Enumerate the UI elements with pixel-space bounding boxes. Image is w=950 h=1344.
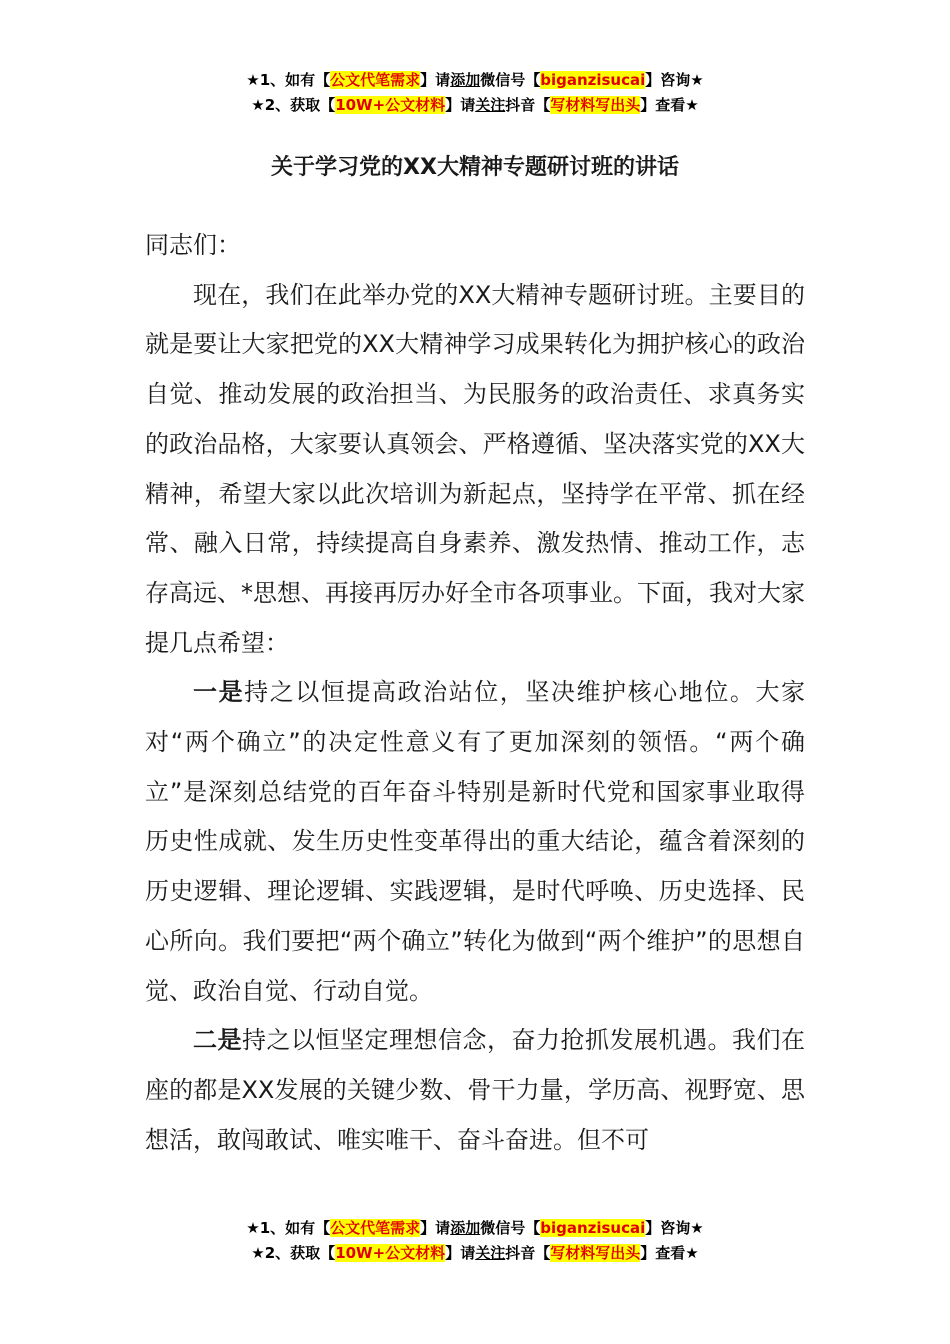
banner-text: 抖音【 [505, 96, 551, 114]
banner-highlight: biganzisucai [540, 71, 646, 89]
banner-underline: 添加 [450, 71, 481, 89]
banner-text: ★1、如有【 [246, 1219, 331, 1237]
banner-text: 微信号【 [480, 71, 541, 89]
banner-text: 】咨询★ [645, 71, 704, 89]
banner-text: 】请 [445, 96, 476, 114]
salutation: 同志们： [145, 231, 241, 259]
paragraph-2-text: 持之以恒提高政治站位，坚决维护核心地位。大家对“两个确立”的决定性意义有了更加深刻的领悟。“两个确立”是深刻总结党的百年奋斗特别是新时代党和国家事业取得历史性成就、发生历史性变革得出的重大结论，蕴含着深刻的历史逻辑、理论逻辑、实践逻辑，是时代呼唤、历史选择、民心所向。我们要把“两个确立”转化为做到“两个维护”的思想自觉、政治自觉、行动自觉。 [145, 678, 806, 1005]
footer-banner [0, 1216, 950, 1266]
paragraph-3-lead: 二是 [193, 1026, 242, 1055]
banner-line-2 [0, 93, 950, 118]
banner-text: 】查看★ [640, 96, 699, 114]
banner-text: 】查看★ [640, 1244, 699, 1262]
banner-underline: 添加 [450, 1219, 481, 1237]
banner-text: 抖音【 [505, 1244, 551, 1262]
paragraph-2-lead: 一是 [193, 678, 245, 707]
paragraph-3 [145, 1016, 805, 1165]
banner-highlight: 写材料写出头 [550, 1244, 641, 1262]
banner-text: 】请 [445, 1244, 476, 1262]
banner-line-2 [0, 1241, 950, 1266]
banner-text: 微信号【 [480, 1219, 541, 1237]
banner-line-1 [0, 1216, 950, 1241]
header-banner [0, 68, 950, 118]
banner-line-1 [0, 68, 950, 93]
banner-text: 】咨询★ [645, 1219, 704, 1237]
banner-highlight: biganzisucai [540, 1219, 646, 1237]
paragraph-2 [145, 668, 805, 1016]
banner-text: 】请 [420, 1219, 451, 1237]
banner-highlight: 写材料写出头 [550, 96, 641, 114]
banner-highlight: 10W+公文材料 [335, 96, 446, 114]
document-body [145, 221, 805, 1165]
banner-text: ★1、如有【 [246, 71, 331, 89]
banner-underline: 关注 [475, 1244, 506, 1262]
banner-highlight: 公文代笔需求 [330, 71, 421, 89]
paragraph-3-text: 持之以恒坚定理想信念，奋力抢抓发展机遇。我们在座的都是XX发展的关键少数、骨干力量，学历高、视野宽、思想活，敢闯敢试、唯实唯干、奋斗奋进。但不可 [145, 1026, 805, 1154]
banner-text: 】请 [420, 71, 451, 89]
banner-text: ★2、获取【 [251, 96, 336, 114]
banner-highlight: 公文代笔需求 [330, 1219, 421, 1237]
paragraph-1: 现在，我们在此举办党的XX大精神专题研讨班。主要目的就是要让大家把党的XX大精神学习成果转化为拥护核心的政治自觉、推动发展的政治担当、为民服务的政治责任、求真务实的政治品格，大家要认真领会、严格遵循、坚决落实党的XX大精神，希望大家以此次培训为新起点，坚持学在平常、抓在经常、融入日常，持续提高自身素养、激发热情、推动工作，志存高远、*思想、再接再厉办好全市各项事业。下面，我对大家提几点希望： [145, 280, 805, 657]
document-title: 关于学习党的XX大精神专题研讨班的讲话 [271, 155, 679, 180]
banner-highlight: 10W+公文材料 [335, 1244, 446, 1262]
banner-underline: 关注 [475, 96, 506, 114]
banner-text: ★2、获取【 [251, 1244, 336, 1262]
